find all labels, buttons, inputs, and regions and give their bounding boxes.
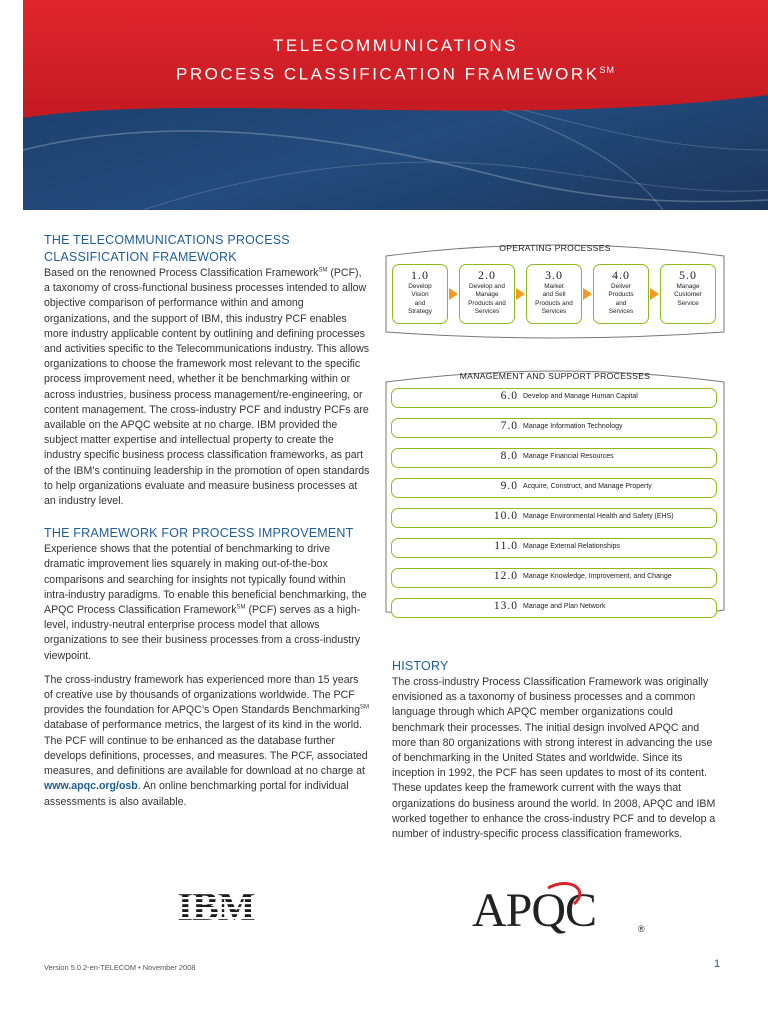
process-label-line: Services [541, 307, 567, 315]
registered-mark: ® [638, 924, 645, 934]
framework-heading: THE FRAMEWORK FOR PROCESS IMPROVEMENT [44, 526, 354, 541]
ibm-logo [162, 886, 270, 928]
process-number: 7.0 [500, 420, 518, 432]
framework-p1-mark: SM [236, 604, 246, 611]
process-label-line: Deliver [611, 283, 631, 290]
process-number: 11.0 [494, 540, 518, 552]
operating-process-4 [593, 264, 649, 324]
process-label-line: Develop and [469, 283, 505, 290]
management-process-10-0 [391, 508, 717, 528]
flow-arrow-icon [583, 288, 592, 300]
process-label-line: and [615, 299, 627, 307]
framework-p1-rest: (PCF) serves as a high-level, industry-neutral enterprise process model that allows organizations to see their business processes from a cross-industry viewpoint. [44, 604, 361, 662]
process-label: Manage and Plan Network [523, 603, 606, 610]
document-title [23, 34, 768, 87]
process-number: 12.0 [493, 570, 518, 582]
management-process-9-0 [391, 478, 717, 498]
apqc-logo [470, 880, 650, 936]
footer-version [44, 963, 195, 972]
process-number: 4.0 [612, 268, 630, 282]
intro-paragraph [44, 266, 370, 509]
management-process-11-0 [391, 538, 717, 558]
framework-p1-start: Experience shows that the potential of benchmarking to drive dramatic improvement lies squarely in making out-of-the-box comparisons and searching for insights not typically found within intra-industry paradigms. To enable this beneficial benchmarking, the APQC Process Classification Framework [44, 543, 367, 617]
operating-processes-title: OPERATING PROCESSES [499, 243, 611, 253]
process-number: 10.0 [493, 510, 518, 522]
process-number: 2.0 [478, 268, 496, 282]
framework-paragraph-1 [44, 542, 370, 664]
process-label-line: and [414, 299, 426, 307]
management-process-12-0 [391, 568, 717, 588]
intro-service-mark: SM [318, 267, 328, 274]
version-text: Version 5.0.2-en-TELECOM [44, 963, 137, 972]
process-label-line: Vision [411, 291, 429, 299]
process-label: Manage Financial Resources [523, 453, 614, 460]
flow-arrow-icon [449, 288, 458, 300]
process-label [661, 283, 715, 308]
process-framework-diagram [382, 232, 728, 632]
process-label [393, 283, 447, 316]
process-label-line: Strategy [408, 307, 432, 315]
framework-p2-mid: database of performance metrics, the largest of its kind in the world. The PCF will continue to be enhanced as the database further develops definitions, processes, and measures. The PCF, associated measures, and definitions are available for download at no charge at [44, 719, 368, 778]
history-paragraph: The cross-industry Process Classification Framework was originally envisioned as a taxonomy of business processes and a common language through which APQC member organizations could benchmark their processes. The initial design involved APQC and more than 80 organizations with strong interest in advancing the use of benchmarking in the United States and worldwide. Since its inception in 1992, the PCF has seen updates to most of its content. These updates keep the framework current with the ways that organizations do business around the world. In 2008, APQC and IBM worked together to enhance the cross-industry PCF and to develop a number of industry-specific process classification frameworks. [392, 676, 716, 841]
process-number: 1.0 [411, 268, 429, 282]
process-label: Manage Information Technology [523, 423, 623, 430]
page-number: 1 [714, 958, 721, 970]
intro-text-rest: (PCF), a taxonomy of cross-functional business processes intended to allow objective comparison of performance within and among organizations, and the support of IBM, this industry PCF enables more industry applicable content by outlining and defining processes and activities specific to the Telecommunications industry. This allows organizations to choose the framework most relevant to the specific process improvement need, whether it be benchmarking within or across industries, business process management/re-engineering, or content management. The cross-industry PCF and industry PCFs are available on the APQC website at no charge. IBM provided the subject matter expertise and intellectual property to create the industry specific business process classification frameworks, as part of the IBM’s continuing leadership in the promotion of open standards to help organizations evaluate and measure business processes at an industry level. [44, 267, 370, 508]
process-number: 8.0 [500, 450, 518, 462]
process-label: Manage Environmental Health and Safety (EHS) [523, 513, 674, 520]
management-processes-title: MANAGEMENT AND SUPPORT PROCESSES [459, 371, 651, 381]
left-column [44, 232, 370, 810]
process-label-line: Services [608, 307, 634, 315]
intro-text-start: Based on the renowned Process Classification Framework [44, 267, 319, 279]
header-banner [23, 0, 768, 210]
process-label: Manage Knowledge, Improvement, and Change [523, 573, 672, 580]
framework-p2-mark: SM [360, 704, 370, 711]
footer-bullet: • [138, 963, 141, 972]
operating-process-2 [459, 264, 515, 324]
management-process-8-0 [391, 448, 717, 468]
process-number: 13.0 [493, 600, 518, 612]
banner-background [23, 0, 768, 210]
title-line-2 [23, 58, 768, 87]
process-label: Acquire, Construct, and Manage Property [523, 483, 652, 490]
management-process-7-0 [391, 418, 717, 438]
management-process-6-0 [391, 388, 717, 408]
process-label [460, 283, 514, 316]
process-label-line: Products [608, 291, 634, 299]
process-label: Develop and Manage Human Capital [523, 393, 638, 400]
framework-p2-rest: . An online benchmarking portal for individual assessments is also available. [44, 780, 349, 808]
right-column [392, 658, 722, 842]
process-label [594, 283, 648, 316]
process-label-line: Manage [475, 291, 499, 299]
operating-process-3 [526, 264, 582, 324]
process-label-line: and Sell [542, 291, 566, 299]
apqc-osb-link[interactable]: www.apqc.org/osb [44, 780, 138, 793]
management-process-13-0 [391, 598, 717, 618]
framework-paragraph-2 [44, 673, 370, 810]
intro-heading: THE TELECOMMUNICATIONS PROCESS CLASSIFICATION FRAMEWORK [44, 233, 290, 264]
process-label [527, 283, 581, 316]
process-label-line: Manage [676, 283, 700, 290]
process-label-line: Services [474, 307, 500, 315]
process-number: 9.0 [500, 480, 518, 492]
process-number: 3.0 [545, 268, 563, 282]
apqc-logo-text: APQC [472, 884, 597, 936]
footer-date: November 2008 [142, 963, 196, 972]
process-label-line: Customer [674, 291, 702, 299]
process-label-line: Products and [468, 299, 506, 307]
service-mark: SM [599, 65, 615, 75]
process-number: 6.0 [500, 390, 518, 402]
flow-arrow-icon [650, 288, 659, 300]
flow-arrow-icon [516, 288, 525, 300]
process-label-line: Market [544, 283, 564, 290]
framework-p2-start: The cross-industry framework has experienced more than 15 years of creative use by thousands of organizations worldwide. The PCF provides the foundation for APQC’s Open Standards Benchmarking [44, 673, 361, 717]
process-label-line: Develop [408, 283, 432, 290]
process-label-line: Service [677, 299, 699, 307]
operating-process-1 [392, 264, 448, 324]
history-heading: HISTORY [392, 659, 449, 673]
title-line-2-text: PROCESS CLASSIFICATION FRAMEWORK [175, 64, 600, 84]
process-label-line: Products and [535, 299, 573, 307]
operating-process-5 [660, 264, 716, 324]
process-number: 5.0 [679, 268, 697, 282]
process-label: Manage External Relationships [523, 543, 620, 550]
title-line-1: TELECOMMUNICATIONS [273, 36, 518, 55]
